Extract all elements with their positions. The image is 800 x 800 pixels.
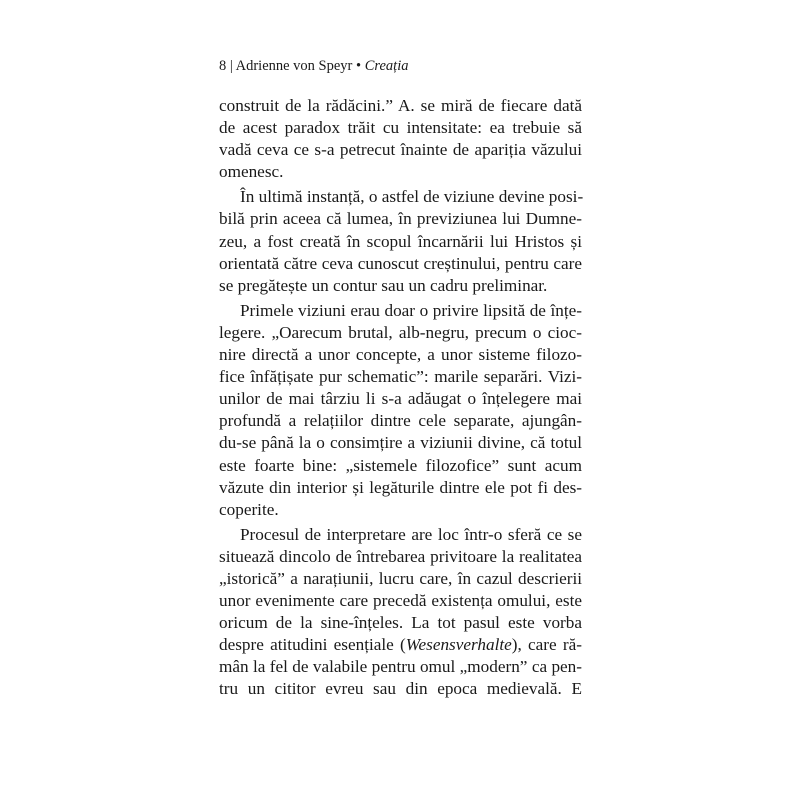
text-line: este foarte bine: „sistemele filozofice” sunt acum <box>219 455 582 475</box>
paragraph <box>219 95 582 183</box>
text-line: vadă ceva ce s-a petrecut înainte de apariția văzului <box>219 140 582 160</box>
running-head <box>219 57 409 75</box>
paragraph <box>219 524 582 701</box>
paragraph <box>219 186 582 296</box>
text-line: fice înfățișate pur schematic”: marile separări. Vizi- <box>219 367 582 387</box>
body-text <box>219 95 582 701</box>
text-segment: despre atitudini esențiale ( <box>219 635 406 655</box>
text-line: nire directă a unor concepte, a unor sisteme filozo- <box>219 345 582 365</box>
text-segment: ), care ră- <box>511 635 582 655</box>
text-line: „istorică” a narațiunii, lucru care, în cazul descrierii <box>219 568 582 588</box>
text-line: oricum de la sine-înțeles. La tot pasul este vorba <box>219 613 582 633</box>
text-line: tru un cititor evreu sau din epoca medievală. E <box>219 679 582 699</box>
text-line: profundă a relațiilor dintre cele separate, ajungân- <box>219 411 582 431</box>
bullet-separator: • <box>356 58 362 74</box>
text-line: situează dincolo de întrebarea privitoare la realitatea <box>219 546 582 566</box>
author-name: Adrienne von Speyr <box>235 58 353 74</box>
text-line: bilă prin aceea că lumea, în previziunea lui Dumne- <box>219 209 582 229</box>
page-number: 8 <box>219 58 227 74</box>
text-line: coperite. <box>219 499 279 519</box>
text-line: construit de la rădăcini.” A. se miră de fiecare dată <box>219 96 582 115</box>
text-line: du-se până la o consimțire a viziunii divine, că totul <box>219 433 582 453</box>
text-line-with-italic <box>219 634 582 656</box>
text-line: unor evenimente care precedă existența omului, este <box>219 591 582 611</box>
text-line: Procesul de interpretare are loc într-o sferă ce se <box>240 524 582 544</box>
paragraph <box>219 300 582 521</box>
italic-term: Wesensverhalte <box>405 635 512 655</box>
text-line: legere. „Oarecum brutal, alb-negru, precum o cioc- <box>219 322 582 342</box>
text-line: Primele viziuni erau doar o privire lipsită de înțe- <box>240 300 582 320</box>
running-head-separator: | <box>229 58 233 74</box>
text-line: În ultimă instanță, o astfel de viziune devine posi- <box>240 187 584 207</box>
text-line: orientată către ceva cunoscut creștinului, pentru care <box>219 253 582 273</box>
text-line: văzute din interior și legăturile dintre ele pot fi des- <box>219 477 582 497</box>
text-line: mân la fel de valabile pentru omul „modern” ca pen- <box>219 657 582 677</box>
text-line: se pregătește un contur sau un cadru preliminar. <box>219 275 548 295</box>
book-title: Creația <box>364 58 409 74</box>
text-line: de acest paradox trăit cu intensitate: ea trebuie să <box>219 118 582 138</box>
text-line: unilor de mai târziu li s-a adăugat o înțelegere mai <box>219 389 582 409</box>
text-line: omenesc. <box>219 162 284 182</box>
text-line: zeu, a fost creată în scopul încarnării lui Hristos și <box>219 231 582 251</box>
